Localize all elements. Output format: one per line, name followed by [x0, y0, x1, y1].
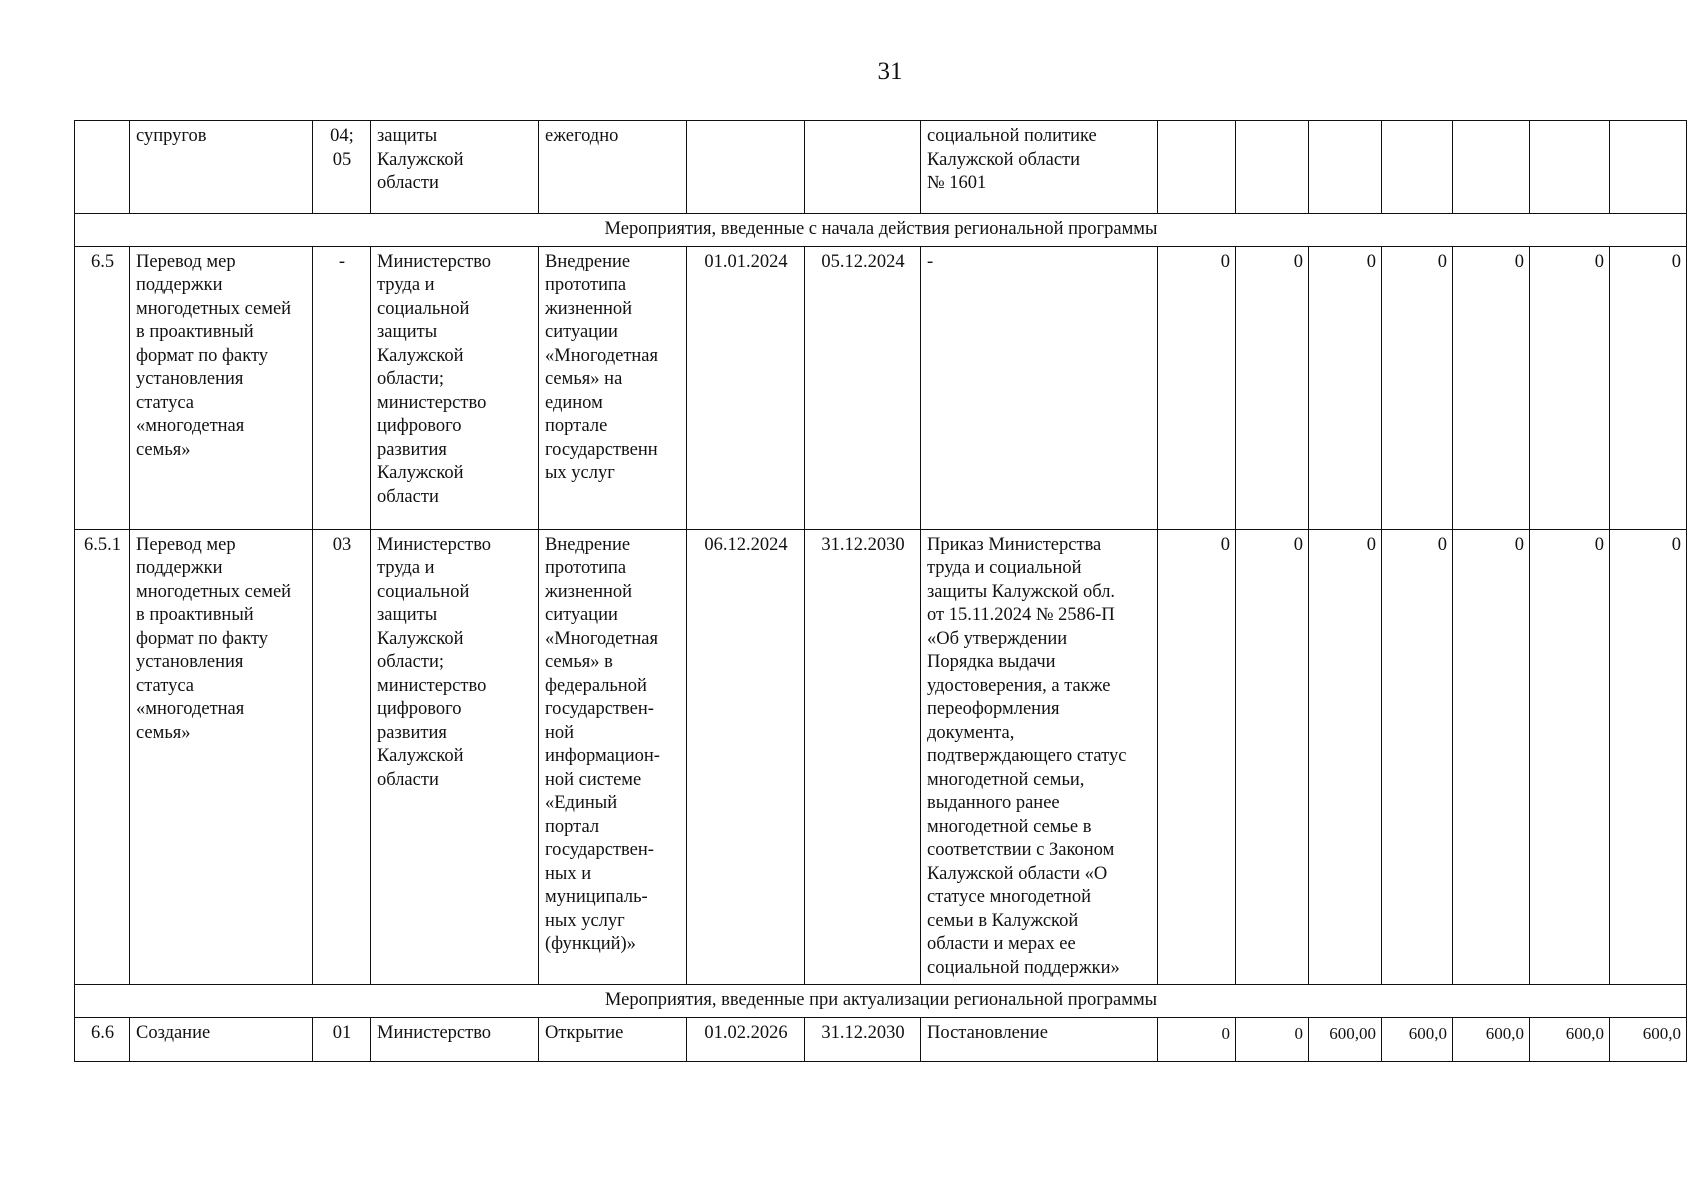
cell-document: -	[921, 246, 1158, 529]
cell-value: 0	[1309, 246, 1382, 529]
cell-value: 0	[1453, 529, 1530, 985]
cell-executor: защиты Калужской области	[371, 121, 539, 214]
cell-code: 04; 05	[313, 121, 371, 214]
cell-value: 0	[1382, 529, 1453, 985]
section-heading: Мероприятия, введенные с начала действия региональной программы	[75, 214, 1687, 247]
cell-name: супругов	[130, 121, 313, 214]
cell-start: 06.12.2024	[687, 529, 805, 985]
cell-value: 0	[1309, 529, 1382, 985]
cell-value	[1530, 121, 1610, 214]
cell-code: -	[313, 246, 371, 529]
cell-value: 0	[1530, 529, 1610, 985]
cell-result: Открытие	[539, 1017, 687, 1061]
cell-start	[687, 121, 805, 214]
cell-value: 0	[1236, 246, 1309, 529]
cell-value: 0	[1610, 529, 1687, 985]
table-row-6-5-1	[75, 529, 1687, 985]
cell-result: ежегодно	[539, 121, 687, 214]
cell-code: 01	[313, 1017, 371, 1061]
cell-executor: Министерство труда и социальной защиты Калужской области; министерство цифрового развития Калужской области	[371, 529, 539, 985]
cell-value	[1610, 121, 1687, 214]
cell-value	[1158, 121, 1236, 214]
cell-value: 600,0	[1453, 1017, 1530, 1061]
cell-value: 0	[1158, 1017, 1236, 1061]
cell-document: Приказ Министерства труда и социальной защиты Калужской обл. от 15.11.2024 № 2586-П «Об утверждении Порядка выдачи удостоверения, а также переоформления документа, подтверждающего статус многодетной семьи, выданного ранее многодетной семье в соответствии с Законом Калужской области «О статусе многодетной семьи в Калужской области и мерах ее социальной поддержки»	[921, 529, 1158, 985]
cell-name: Создание	[130, 1017, 313, 1061]
cell-value	[1382, 121, 1453, 214]
cell-value: 0	[1158, 246, 1236, 529]
cell-code: 03	[313, 529, 371, 985]
cell-num: 6.6	[75, 1017, 130, 1061]
cell-name: Перевод мер поддержки многодетных семей в проактивный формат по факту установления статуса «многодетная семья»	[130, 246, 313, 529]
cell-num	[75, 121, 130, 214]
cell-value: 0	[1453, 246, 1530, 529]
cell-executor: Министерство	[371, 1017, 539, 1061]
cell-value: 0	[1236, 529, 1309, 985]
cell-value: 0	[1610, 246, 1687, 529]
cell-value	[1453, 121, 1530, 214]
cell-value: 0	[1530, 246, 1610, 529]
cell-num: 6.5	[75, 246, 130, 529]
cell-value: 600,0	[1610, 1017, 1687, 1061]
cell-start: 01.02.2026	[687, 1017, 805, 1061]
cell-end: 05.12.2024	[805, 246, 921, 529]
cell-value: 0	[1236, 1017, 1309, 1061]
section-row	[75, 985, 1687, 1018]
page-number: 31	[877, 58, 903, 85]
cell-result: Внедрение прототипа жизненной ситуации «Многодетная семья» в федеральной государствен- ной информацион- ной системе «Единый портал государствен- ных и муниципаль- ных услуг (функций)»	[539, 529, 687, 985]
cell-value: 600,0	[1530, 1017, 1610, 1061]
cell-document: Постановление	[921, 1017, 1158, 1061]
cell-end: 31.12.2030	[805, 1017, 921, 1061]
cell-value	[1236, 121, 1309, 214]
cell-result: Внедрение прототипа жизненной ситуации «Многодетная семья» на едином портале государственн ых услуг	[539, 246, 687, 529]
cell-end: 31.12.2030	[805, 529, 921, 985]
cell-value: 600,0	[1382, 1017, 1453, 1061]
table-row-6-5	[75, 246, 1687, 529]
section-row	[75, 214, 1687, 247]
cell-value	[1309, 121, 1382, 214]
cell-executor: Министерство труда и социальной защиты Калужской области; министерство цифрового развития Калужской области	[371, 246, 539, 529]
program-table	[74, 120, 1687, 1062]
cell-name: Перевод мер поддержки многодетных семей в проактивный формат по факту установления статуса «многодетная семья»	[130, 529, 313, 985]
cell-document: социальной политике Калужской области № 1601	[921, 121, 1158, 214]
cell-value: 0	[1158, 529, 1236, 985]
table-row-6-6	[75, 1017, 1687, 1061]
cell-end	[805, 121, 921, 214]
cell-value: 600,00	[1309, 1017, 1382, 1061]
cell-num: 6.5.1	[75, 529, 130, 985]
section-heading: Мероприятия, введенные при актуализации региональной программы	[75, 985, 1687, 1018]
table-row-continuation	[75, 121, 1687, 214]
cell-start: 01.01.2024	[687, 246, 805, 529]
cell-value: 0	[1382, 246, 1453, 529]
